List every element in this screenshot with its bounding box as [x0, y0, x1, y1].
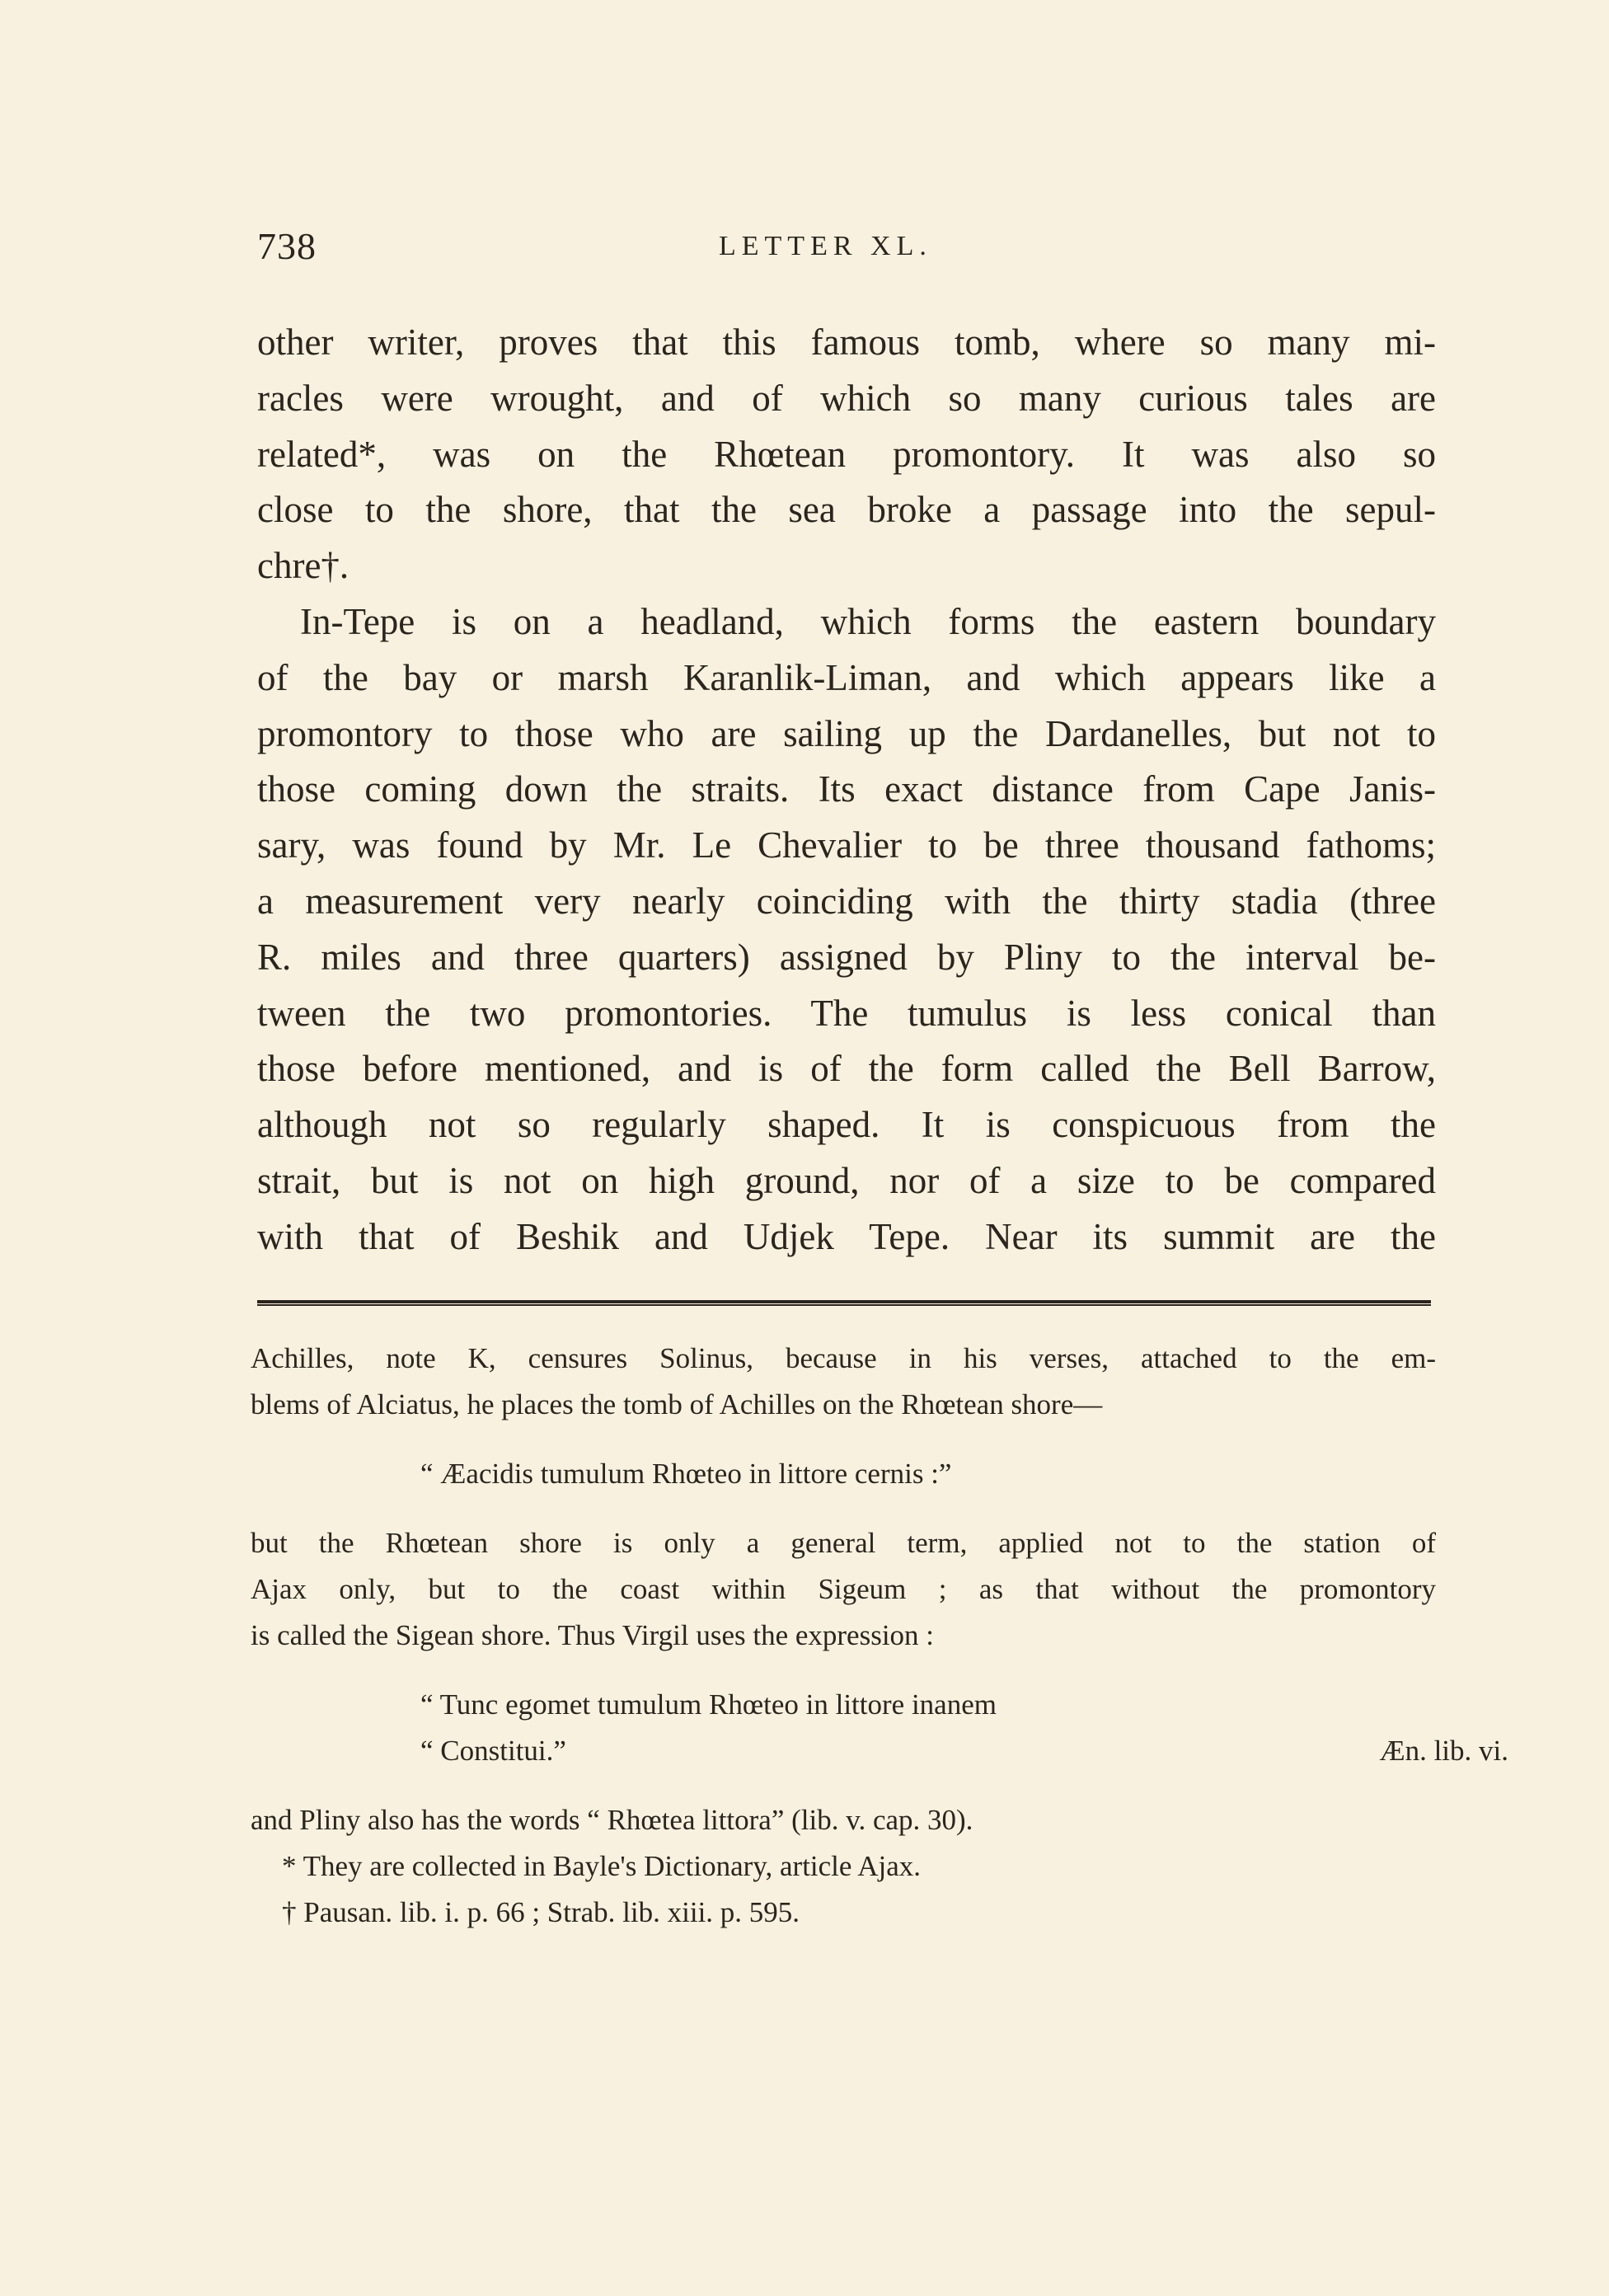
verse-row: [251, 1728, 1508, 1774]
text-line: In-Tepe is on a headland, which forms the eastern boundary: [300, 600, 1436, 642]
main-text: [257, 315, 1436, 1265]
latin-quote: “ Æacidis tumulum Rhœteo in littore cernis :”: [420, 1458, 952, 1490]
text-line: those coming down the straits. Its exact distance from Cape Janis-: [257, 768, 1436, 810]
text-line: promontory to those who are sailing up the Dardanelles, but not to: [257, 712, 1436, 754]
running-head: LETTER XL.: [719, 231, 932, 261]
text-line: strait, but is not on high ground, nor of a size to be compared: [257, 1159, 1436, 1201]
footnote-star: * They are collected in Bayle's Dictionary, article Ajax.: [282, 1850, 922, 1882]
note-line: and Pliny also has the words “ Rhœtea littora” (lib. v. cap. 30).: [251, 1804, 973, 1836]
verse-line: “ Tunc egomet tumulum Rhœteo in littore inanem: [420, 1688, 997, 1721]
text-line: R. miles and three quarters) assigned by Pliny to the interval be-: [257, 936, 1436, 978]
page-header: [257, 224, 1436, 274]
note-line: is called the Sigean shore. Thus Virgil uses the expression :: [251, 1619, 935, 1651]
footnote-divider: [257, 1300, 1431, 1306]
note-line: blems of Alciatus, he places the tomb of Achilles on the Rhœtean shore—: [251, 1388, 1103, 1420]
text-line: those before mentioned, and is of the form called the Bell Barrow,: [257, 1048, 1436, 1090]
note-line: Achilles, note K, censures Solinus, because in his verses, attached to the em-: [251, 1342, 1436, 1374]
text-line: a measurement very nearly coinciding with the thirty stadia (three: [257, 880, 1436, 922]
verse-line: “ Constitui.”: [420, 1735, 566, 1767]
text-line: related*, was on the Rhœtean promontory. It was also so: [257, 433, 1436, 475]
text-line: tween the two promontories. The tumulus is less conical than: [257, 992, 1436, 1034]
note-line: but the Rhœtean shore is only a general term, applied not to the station of: [251, 1527, 1436, 1559]
text-line: of the bay or marsh Karanlik-Liman, and which appears like a: [257, 656, 1436, 698]
page-number: 738: [257, 225, 317, 267]
text-line: racles were wrought, and of which so many curious tales are: [257, 377, 1436, 419]
text-line: other writer, proves that this famous tomb, where so many mi-: [257, 322, 1436, 363]
note-line: Ajax only, but to the coast within Sigeum ; as that without the promontory: [251, 1573, 1436, 1605]
text-line: sary, was found by Mr. Le Chevalier to be three thousand fathoms;: [257, 824, 1436, 866]
verse-citation: Æn. lib. vi.: [1379, 1735, 1508, 1767]
text-line: with that of Beshik and Udjek Tepe. Near its summit are the: [257, 1215, 1436, 1257]
footnote-dagger: † Pausan. lib. i. p. 66 ; Strab. lib. xiii. p. 595.: [282, 1896, 800, 1928]
text-line: although not so regularly shaped. It is conspicuous from the: [257, 1104, 1436, 1146]
text-line: chre†.: [257, 545, 349, 587]
text-line: close to the shore, that the sea broke a passage into the sepul-: [257, 489, 1436, 531]
footnotes: [251, 1336, 1508, 1936]
